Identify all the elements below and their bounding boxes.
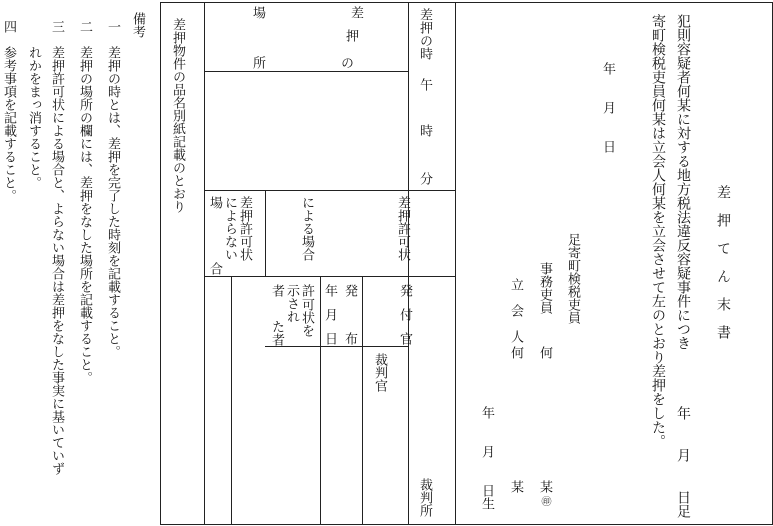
issuer-label-2: 付: [397, 308, 412, 321]
no-warrant-label-4: 合: [207, 262, 222, 275]
official-role: 事務吏員: [537, 262, 552, 314]
issue-date-label-3: 年: [322, 284, 337, 297]
table-col-divider-408: [408, 2, 409, 525]
table-top-border: [160, 2, 773, 3]
issue-date-label-2: 布: [342, 332, 357, 345]
remarks-item-3a: 三 差押許可状による場合と、よらない場合は差押をなした事実に基いていず: [49, 20, 64, 475]
document-title: 差 押 て ん 末 書: [715, 185, 731, 339]
sub-col-divider-231: [231, 276, 232, 525]
items-note: 差押物件の品名別紙記載のとおり: [170, 18, 185, 213]
issuer-row-divider: [265, 346, 409, 347]
remarks-item-3b: れかをまっ消すること。: [26, 46, 41, 189]
witness-name-2: 某: [508, 480, 523, 493]
official-dept: 足寄町検税吏員: [565, 233, 580, 324]
issue-date-label-5: 日: [322, 332, 337, 345]
table-col-divider-455: [455, 2, 456, 525]
warrant-header-bottom: [204, 276, 456, 277]
place-header-char-4: 場: [250, 6, 265, 19]
table-col-divider-204: [204, 2, 205, 525]
official-name-2: 某: [537, 480, 552, 493]
court-label: 裁判所: [417, 478, 432, 517]
presenter-label-4: た者: [269, 320, 284, 346]
time-place-divider: [204, 71, 409, 72]
remarks-heading: 備考: [130, 12, 145, 38]
presenter-label-5: 者: [269, 284, 284, 297]
issuer-label-3: 官: [397, 332, 412, 345]
issuer-label-1: 発: [397, 284, 412, 297]
time-place-bottom: [204, 190, 456, 191]
body-line-2: 寄町検税吏員何某は立会人何某を立会させて左のとおり差押をした。: [650, 14, 666, 448]
official-name-1: 何: [537, 346, 552, 359]
warrant-case-label-2: による場合: [299, 196, 314, 261]
table-left-border: [160, 2, 161, 525]
place-header-char-2: 押: [343, 29, 358, 42]
time-ampm: 午: [417, 78, 432, 91]
presenter-label-2: 可状を: [299, 298, 314, 337]
warrant-case-label-1: 差押許可状: [395, 196, 410, 261]
place-header-char-5: 所: [250, 56, 265, 69]
remarks-item-1: 一 差押の時とは、差押を完了した時刻を記載すること。: [105, 20, 120, 358]
presenter-label-3: 示され: [284, 284, 299, 323]
table-bottom-border: [160, 524, 773, 525]
sub-col-divider-362: [362, 276, 363, 525]
time-minute: 分: [417, 172, 432, 185]
seal-mark: ㊞: [539, 496, 550, 506]
body-line-1: 犯則容疑者何某に対する地方税法違反容疑事件につき: [675, 14, 691, 350]
presenter-label-1: 許: [299, 284, 314, 297]
place-header-char-3: の: [338, 56, 353, 69]
no-warrant-label-2: によらない: [222, 196, 237, 261]
no-warrant-label-1: 差押許可状: [237, 196, 252, 261]
sub-col-divider-320: [320, 276, 321, 525]
body-line-1-date: 年 月 日足: [675, 406, 691, 518]
witness-label: 立 会 人: [508, 278, 523, 343]
issuer-court-label: 裁判官: [372, 353, 387, 392]
no-warrant-label-3: 場: [207, 196, 222, 209]
warrant-divider: [265, 190, 266, 277]
remarks-item-2: 二 差押の場所の欄には、差押をなした場所を記載すること。: [77, 20, 92, 384]
time-hour: 時: [417, 124, 432, 137]
place-header-char-1: 差: [348, 6, 363, 19]
date-label: 年 月 日: [600, 62, 615, 153]
time-header: 差押の時: [417, 8, 432, 60]
witness-birth-date: 年 月 日生: [479, 406, 494, 510]
remarks-item-4: 四 参考事項を記載すること。: [1, 20, 16, 202]
issue-date-label-4: 月: [322, 308, 337, 321]
issue-date-label-1: 発: [342, 284, 357, 297]
witness-name-1: 何: [508, 346, 523, 359]
